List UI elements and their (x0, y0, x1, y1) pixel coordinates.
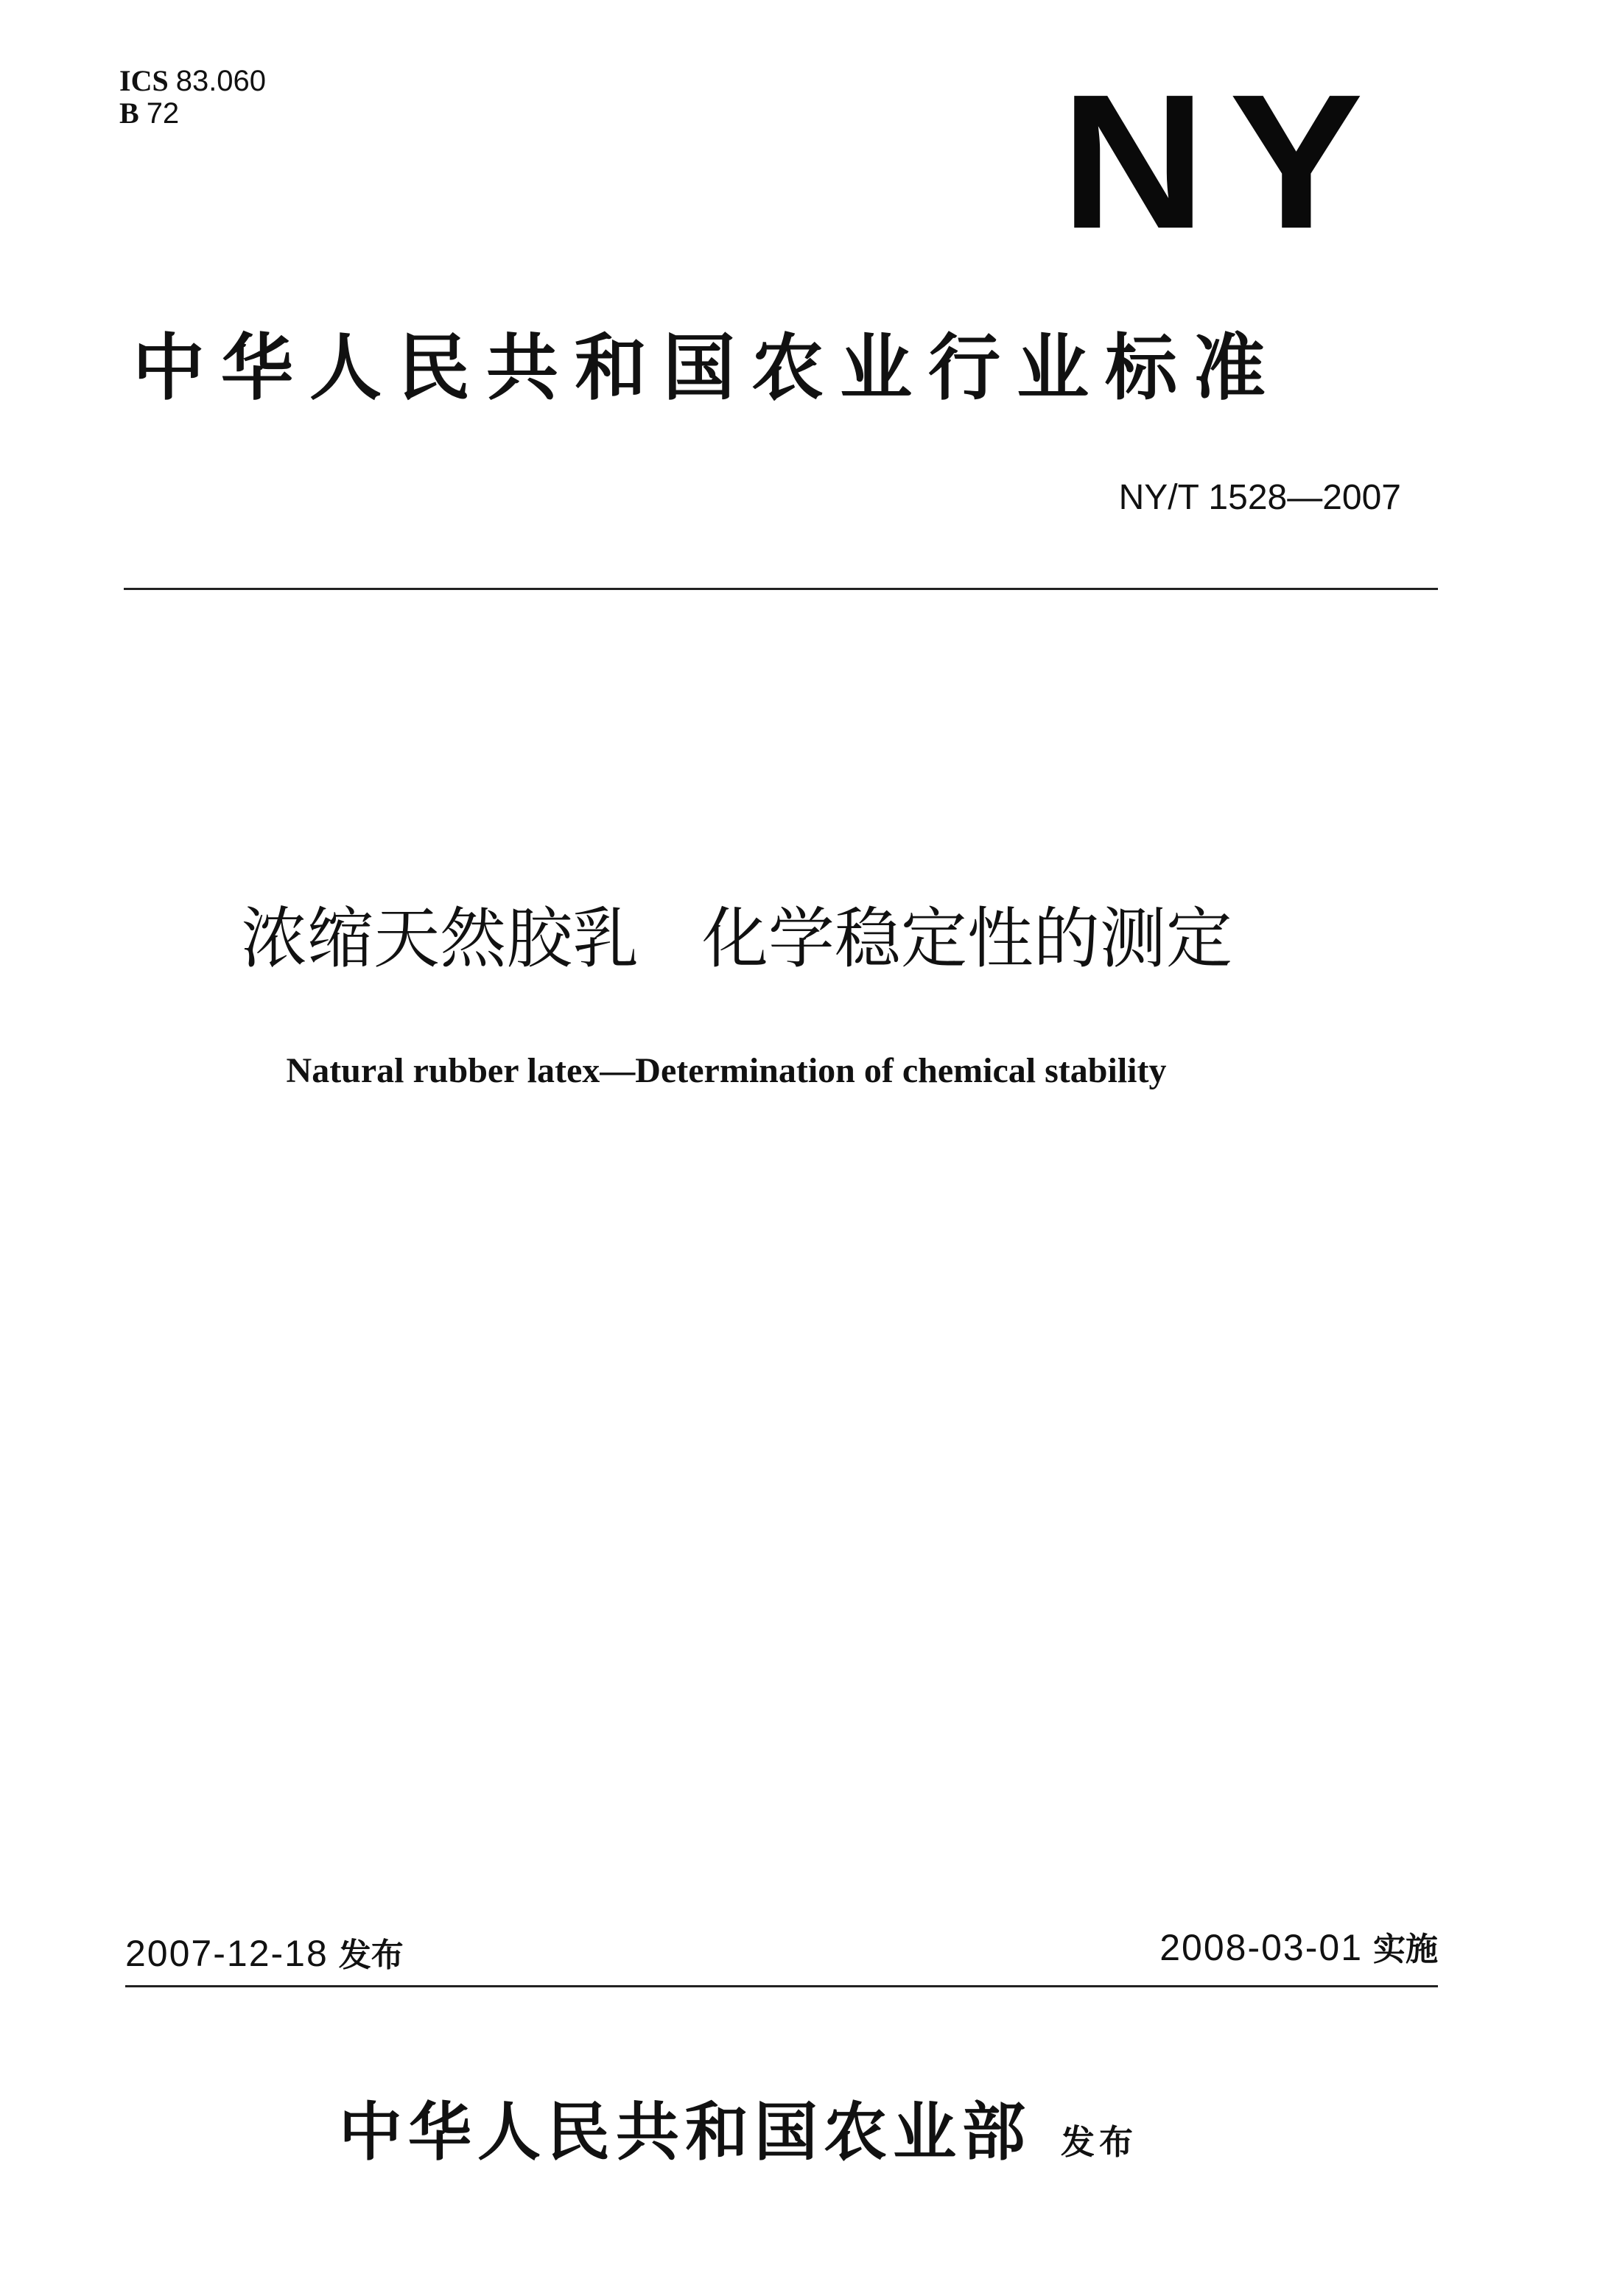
standard-code: NY/T 1528—2007 (1118, 478, 1401, 517)
ics-code-line (119, 65, 266, 97)
publisher (339, 2092, 1137, 2183)
standard-title: 中华人民共和国农业行业标准 (133, 326, 1283, 410)
publisher-action: 发布 (1061, 2122, 1137, 2162)
ics-label: ICS (119, 64, 169, 97)
publisher-name: 中华人民共和国农业部 (339, 2095, 1031, 2169)
ny-logo: NY (1061, 55, 1387, 269)
class-code-line (119, 97, 266, 130)
effective-date-value: 2008-03-01 (1159, 1927, 1363, 1968)
class-label: B (119, 96, 139, 130)
ics-classification (119, 65, 266, 130)
bottom-divider (125, 1985, 1438, 1987)
class-value: 72 (146, 97, 180, 130)
top-divider (124, 588, 1438, 590)
issue-date (125, 1930, 404, 1979)
effective-date-label: 实施 (1373, 1931, 1438, 1968)
issue-date-label: 发布 (338, 1937, 404, 1974)
issue-date-value: 2007-12-18 (125, 1933, 329, 1974)
document-title-en: Natural rubber latex—Determination of chemical stability (286, 1051, 1167, 1090)
effective-date (1159, 1924, 1438, 1973)
document-title-cn: 浓缩天然胶乳 化学稳定性的测定 (241, 900, 1232, 977)
ics-value: 83.060 (175, 65, 267, 97)
